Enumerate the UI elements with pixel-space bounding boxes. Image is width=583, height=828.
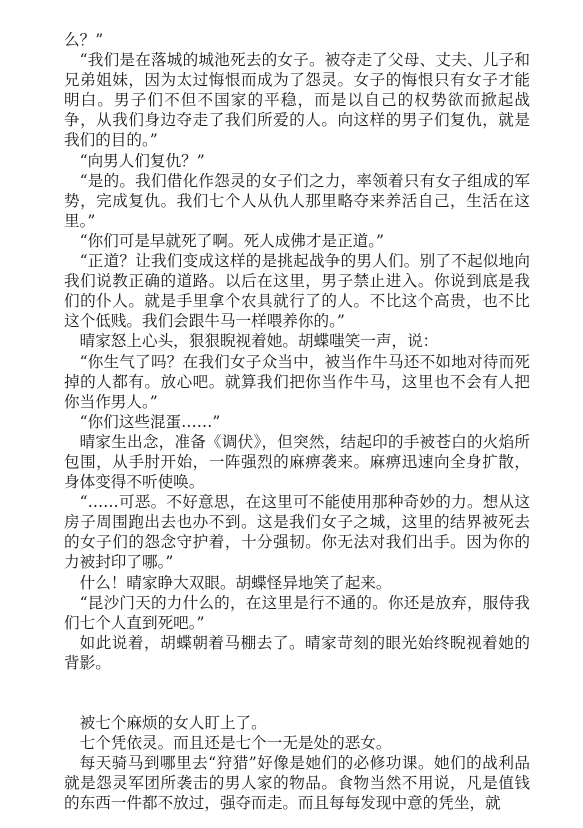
paragraph: “你们可是早就死了啊。死人成佛才是正道。” — [79, 231, 385, 250]
paragraph: 么？” — [64, 31, 104, 49]
paragraph: 晴家生出念，准备《调伏》，但突然，结起印的手被苍白的火焰所包围，从手肘开始，一阵强烈的麻痹袭来。麻痹迅速向全身扩散，身体变得不听使唤。 — [64, 432, 530, 492]
paragraph: 晴家怒上心头，狠狠睨视着她。胡蝶嗤笑一声，说： — [79, 332, 439, 351]
paragraph: 什么！晴家睁大双眼。胡蝶怪异地笑了起来。 — [79, 573, 392, 592]
paragraph: “正道？让我们变成这样的是挑起战争的男人们。别了不起似地向我们说教正确的道路。以后在这里，男子禁止进入。你说到底是我们的仆人。就是手里拿个农具就行了的人。不比这个高贵，也不比这个低贱。我们会跟牛马一样喂养你的。” — [64, 252, 530, 331]
paragraph: 如此说着，胡蝶朝着马棚去了。晴家苛刻的眼光始终睨视着她的背影。 — [64, 633, 530, 672]
paragraph: “……可恶。不好意思，在这里可不能使用那种奇妙的力。想从这房子周围跑出去也办不到。这是我们女子之城，这里的结界被死去的女子们的怨念守护着，十分强韧。你无法对我们出手。因为你的力被封印了哪。” — [64, 493, 530, 572]
text-section-first — [64, 30, 530, 673]
paragraph: 被七个麻烦的女人盯上了。 — [79, 714, 267, 732]
paragraph: “你们这些混蛋……” — [79, 412, 221, 431]
paragraph: “向男人们复仇？” — [79, 151, 205, 170]
section-break — [64, 673, 530, 713]
paragraph: 每天骑马到哪里去“狩猎”好像是她们的必修功课。她们的战利品就是怨灵军团所袭击的男人家的物品。食物当然不用说，凡是值钱的东西一件都不放过，强夺而走。而且每每发现中意的凭坐，就 — [64, 754, 530, 813]
paragraph: 七个凭依灵。而且还是七个一无是处的恶女。 — [79, 734, 392, 753]
paragraph: “昆沙门天的力什么的，在这里是行不通的。你还是放弃，服侍我们七个人直到死吧。” — [64, 593, 530, 632]
text-section-second — [64, 713, 530, 813]
paragraph: “是的。我们借化作怨灵的女子们之力，率领着只有女子组成的军势，完成复仇。我们七个人从仇人那里略夺来养活自己，生活在这里。” — [64, 171, 530, 230]
document-page — [64, 30, 530, 813]
paragraph: “你生气了吗？在我们女子众当中，被当作牛马还不如地对待而死掉的人都有。放心吧。就算我们把你当作牛马，这里也不会有人把你当作男人。” — [64, 352, 530, 411]
paragraph: “我们是在落城的城池死去的女子。被夺走了父母、丈夫、儿子和兄弟姐妹，因为太过悔恨而成为了怨灵。女子的悔恨只有女子才能明白。男子们不但不国家的平稳，而是以自己的权势欲而掀起战争，从我们身边夺走了我们所爱的人。向这样的男子们复仇，就是我们的目的。” — [64, 51, 530, 150]
